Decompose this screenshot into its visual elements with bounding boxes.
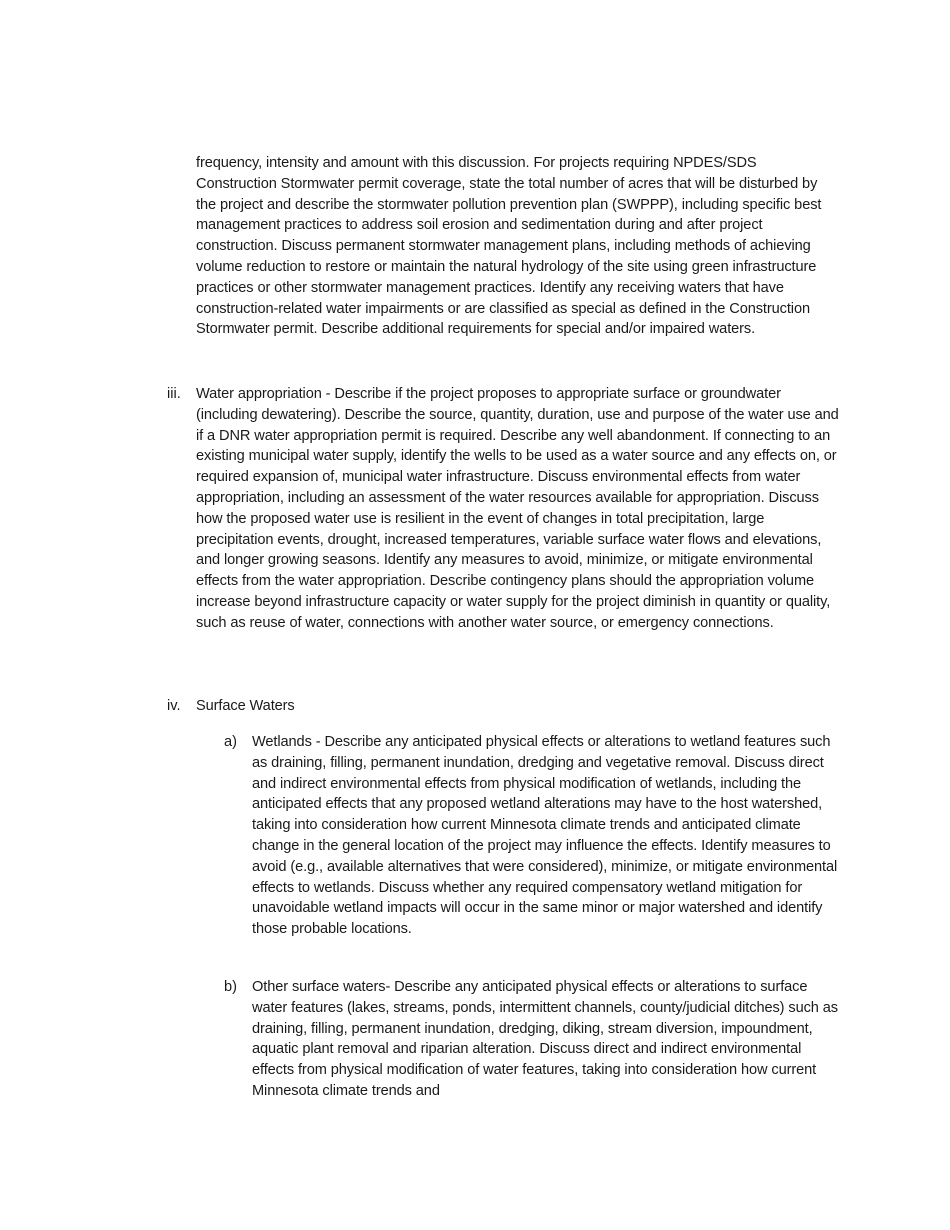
- item-iii-marker: iii.: [167, 386, 181, 402]
- subitem-b-marker: b): [224, 979, 237, 995]
- continuation-paragraph: frequency, intensity and amount with this discussion. For projects requiring NPDES/SDS Construction Stormwater permit coverage, state the total number of acres that will be disturbed by the project and describe the stormwater pollution prevention plan (SWPPP), including specific best management practices to address soil erosion and sedimentation during and after project construction. Discuss permanent stormwater management plans, including methods of achieving volume reduction to restore or maintain the natural hydrology of the site using green infrastructure practices or other stormwater management practices. Identify any receiving waters that have construction-related water impairments or are classified as special as defined in the Construction Stormwater permit. Describe additional requirements for special and/or impaired waters.: [196, 155, 822, 338]
- item-iii-water-appropriation: Water appropriation - Describe if the project proposes to appropriate surface or groundwater (including dewatering). Describe the source, quantity, duration, use and purpose of the water use and if a DNR water appropriation permit is required. Describe any well abandonment. If connecting to an existing municipal water supply, identify the wells to be used as a water source and any effects on, or required expansion of, municipal water infrastructure. Discuss environmental effects from water appropriation, including an assessment of the water resources available for appropriation. Discuss how the proposed water use is resilient in the event of changes in total precipitation, large precipitation events, drought, increased temperatures, variable surface water flows and elevations, and longer growing seasons. Identify any measures to avoid, minimize, or mitigate environmental effects from the water appropriation. Describe contingency plans should the appropriation volume increase beyond infrastructure capacity or water supply for the project diminish in quantity or quality, such as reuse of water, connections with another water source, or emergency connections.: [196, 386, 839, 631]
- item-iv-marker: iv.: [167, 698, 181, 714]
- subitem-a-marker: a): [224, 734, 237, 750]
- subitem-a-wetlands: Wetlands - Describe any anticipated physical effects or alterations to wetland features such as draining, filling, permanent inundation, dredging and vegetative removal. Discuss direct and indirect environmental effects from physical modification of wetlands, including the anticipated effects that any proposed wetland alterations may have to the host watershed, taking into consideration how current Minnesota climate trends and anticipated climate change in the general location of the project may influence the effects. Identify measures to avoid (e.g., available alternatives that were considered), minimize, or mitigate environmental effects to wetlands. Discuss whether any required compensatory wetland mitigation for unavoidable wetland impacts will occur in the same minor or major watershed and identify those probable locations.: [252, 734, 838, 938]
- subitem-b-other-surface-waters: Other surface waters- Describe any anticipated physical effects or alterations to surface water features (lakes, streams, ponds, intermittent channels, county/judicial ditches) such as draining, filling, permanent inundation, dredging, diking, stream diversion, impoundment, aquatic plant removal and riparian alteration. Discuss direct and indirect environmental effects from physical modification of water features, taking into consideration how current Minnesota climate trends and: [252, 979, 838, 1099]
- item-iv-surface-waters-heading: Surface Waters: [196, 698, 295, 714]
